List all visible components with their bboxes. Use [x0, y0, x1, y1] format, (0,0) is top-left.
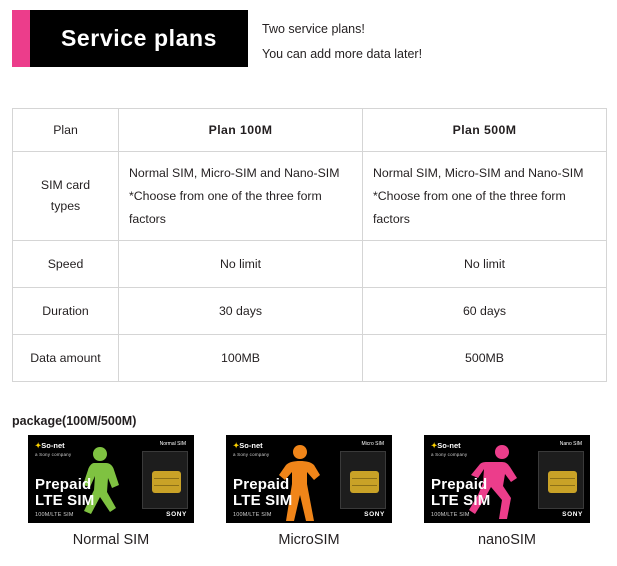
product-amount-nano: 100M/LTE SIM: [431, 512, 470, 518]
cell-sim-types-100m: [119, 152, 363, 241]
column-header-plan-100m: Plan 100M: [119, 109, 363, 152]
title-accent-bar: [12, 10, 30, 67]
page-header: [12, 10, 422, 67]
sim-chip-nano: [548, 471, 577, 493]
product-name-line1: Prepaid: [431, 476, 488, 493]
cell-sim-types-500m-line1: Normal SIM, Micro-SIM and Nano-SIM: [373, 165, 584, 180]
title-block: [12, 10, 248, 67]
cell-sim-types-500m-line3: factors: [373, 211, 410, 226]
package-card-normal-sim: [12, 435, 210, 548]
package-caption-nano: nanoSIM: [477, 532, 537, 548]
cell-speed-100m: No limit: [119, 241, 363, 288]
package-section-label: package(100M/500M): [12, 414, 137, 428]
product-name-nano: [431, 477, 490, 509]
row-label-sim-card-types: [13, 152, 119, 241]
cell-data-amount-100m: 100MB: [119, 335, 363, 382]
cell-sim-types-100m-line1: Normal SIM, Micro-SIM and Nano-SIM: [129, 165, 340, 180]
cell-sim-types-500m: [363, 152, 607, 241]
page-title: Service plans: [60, 25, 218, 51]
so-net-logo-text: So-net: [41, 441, 65, 450]
table-row-duration: [13, 288, 607, 335]
sim-type-badge-micro: Micro SIM: [361, 441, 384, 447]
sim-chip-micro: [350, 471, 379, 493]
package-caption-normal: Normal SIM: [72, 532, 150, 548]
sony-logo-micro: SONY: [364, 511, 385, 518]
so-net-logo-sub: a Sony company: [35, 452, 72, 457]
row-label-sim-line2: types: [50, 199, 81, 213]
title-bar: [30, 10, 248, 67]
so-net-logo-mark: ✦: [35, 441, 42, 450]
sim-chip-normal: [152, 471, 181, 493]
sim-type-badge-nano: Nano SIM: [559, 441, 582, 447]
cell-sim-types-100m-line2: *Choose from one of the three form: [129, 188, 322, 203]
header-notes: [262, 10, 422, 67]
sim-package-image-nano: [424, 435, 590, 523]
row-label-duration: Duration: [13, 288, 119, 335]
so-net-logo-text: So-net: [437, 441, 461, 450]
sim-package-image-normal: [28, 435, 194, 523]
sony-logo-nano: SONY: [562, 511, 583, 518]
sony-logo-normal: SONY: [166, 511, 187, 518]
cell-sim-types-500m-line2: *Choose from one of the three form: [373, 188, 566, 203]
so-net-logo-sub: a Sony company: [431, 452, 468, 457]
product-name-line2: LTE SIM: [431, 492, 491, 509]
product-name-micro: [233, 477, 292, 509]
row-label-data-amount: Data amount: [13, 335, 119, 382]
sim-type-badge-normal: Normal SIM: [159, 441, 186, 447]
table-row-data-amount: [13, 335, 607, 382]
cell-data-amount-500m: 500MB: [363, 335, 607, 382]
cell-duration-100m: 30 days: [119, 288, 363, 335]
cell-sim-types-100m-line3: factors: [129, 211, 166, 226]
plans-table: [12, 108, 607, 382]
header-note-2: You can add more data later!: [262, 47, 423, 61]
so-net-logo-text: So-net: [239, 441, 263, 450]
so-net-logo-mark: ✦: [233, 441, 240, 450]
sim-package-image-micro: [226, 435, 392, 523]
product-amount-micro: 100M/LTE SIM: [233, 512, 272, 518]
header-note-1: Two service plans!: [262, 22, 365, 36]
column-header-plan-500m: Plan 500M: [363, 109, 607, 152]
package-cards: [12, 435, 607, 548]
package-caption-micro: MicroSIM: [278, 532, 340, 548]
package-card-micro-sim: [210, 435, 408, 548]
so-net-logo-sub: a Sony company: [233, 452, 270, 457]
product-name-normal: [35, 477, 94, 509]
product-name-line1: Prepaid: [35, 476, 92, 493]
row-label-plan: Plan: [13, 109, 119, 152]
table-row-sim-card-types: [13, 152, 607, 241]
row-label-sim-line1: SIM card: [40, 178, 91, 192]
row-label-speed: Speed: [13, 241, 119, 288]
table-row-plan: [13, 109, 607, 152]
so-net-logo-mark: ✦: [431, 441, 438, 450]
product-name-line1: Prepaid: [233, 476, 290, 493]
product-amount-normal: 100M/LTE SIM: [35, 512, 74, 518]
cell-speed-500m: No limit: [363, 241, 607, 288]
table-row-speed: [13, 241, 607, 288]
cell-duration-500m: 60 days: [363, 288, 607, 335]
product-name-line2: LTE SIM: [35, 492, 95, 509]
product-name-line2: LTE SIM: [233, 492, 293, 509]
package-card-nano-sim: [408, 435, 606, 548]
